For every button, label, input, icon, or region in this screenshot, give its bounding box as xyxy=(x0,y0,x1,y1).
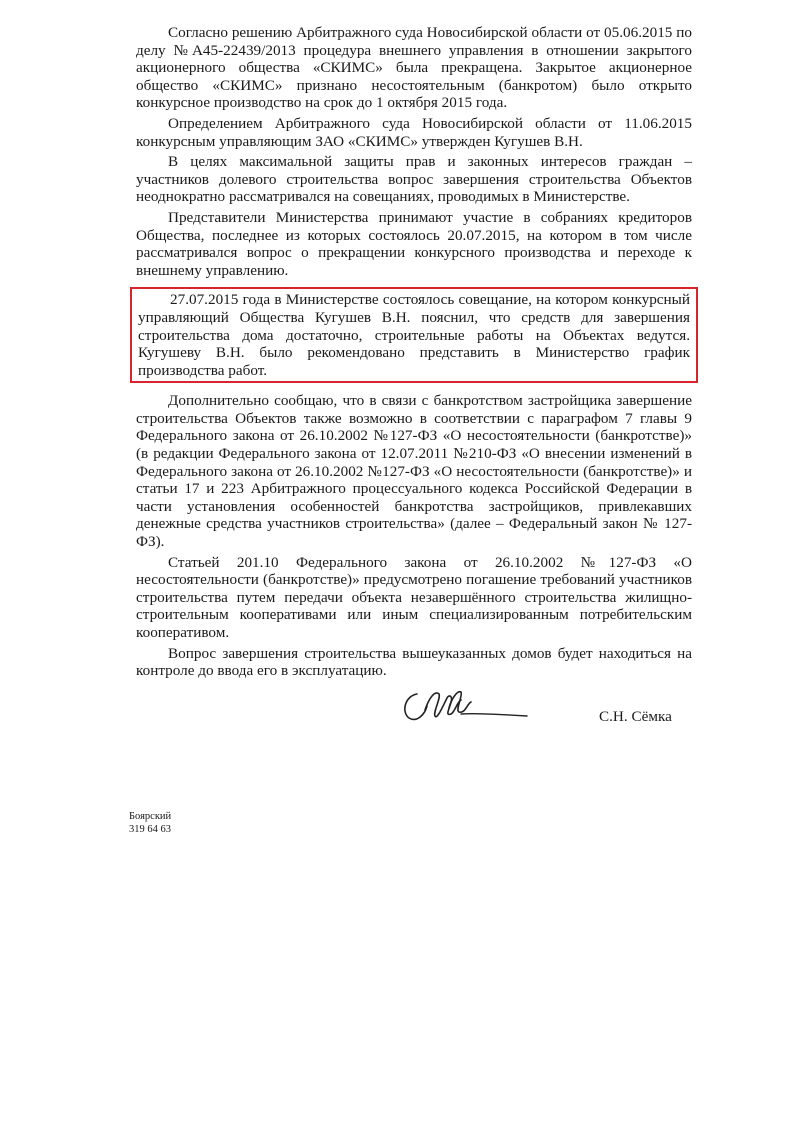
paragraph-protection: В целях максимальной защиты прав и законных интересов граждан – участников долевого строительства вопрос завершения строительства Объектов неоднократно рассматривался на совещаниях, проводимых в Министерстве. xyxy=(136,153,692,206)
document-body xyxy=(136,24,692,683)
paragraph-additional-info: Дополнительно сообщаю, что в связи с банкротством застройщика завершение строительства Объектов также возможно в соответствии с параграфом 7 главы 9 Федерального закона от 26.10.2002 №127-ФЗ «О несостоятельности (банкротстве)» (в редакции Федерального закона от 12.07.2011 №210-ФЗ «О внесении изменений в Федерального закона от 26.10.2002 №127-ФЗ «О несостоятельности (банкротстве)» и статьи 17 и 223 Арбитражного процессуального кодекса Российской Федерации в части установления особенностей банкротства застройщиков, привлекавших денежные средства участников строительства» (далее – Федеральный закон № 127-ФЗ). xyxy=(136,392,692,551)
highlighted-block xyxy=(130,287,698,383)
paragraph-liquidation: Согласно решению Арбитражного суда Новосибирской области от 05.06.2015 по делу №А45-22439/2013 процедура внешнего управления в отношении закрытого акционерного общества «СКИМС» была прекращена. Закрытое акционерное общество «СКИМС» признано несостоятельным (банкротом) было открыто конкурсное производство на срок до 1 октября 2015 года. xyxy=(136,24,692,112)
paragraph-creditors-meeting: Представители Министерства принимают участие в собраниях кредиторов Общества, последнее из которых состоялось 20.07.2015, на котором в том числе рассматривался вопрос о прекращении конкурсного производства и переходе к внешнему управлению. xyxy=(136,208,692,279)
footer-contact xyxy=(129,810,171,836)
paragraph-appointment: Определением Арбитражного суда Новосибирской области от 11.06.2015 конкурсным управляющим ЗАО «СКИМС» утвержден Кугушев В.Н. xyxy=(136,114,692,150)
paragraph-control: Вопрос завершения строительства вышеуказанных домов будет находиться на контроле до ввода его в эксплуатацию. xyxy=(136,644,692,680)
paragraph-article: Статьей 201.10 Федерального закона от 26.10.2002 №127-ФЗ «О несостоятельности (банкротстве)» предусмотрено погашение требований участников строительства путем передачи объекта незавершённого строительства жилищно-строительным кооперативами или иным специализированным потребительским кооперативом. xyxy=(136,553,692,641)
signature-image xyxy=(395,680,535,730)
footer-name: Боярский xyxy=(129,811,172,822)
footer-phone: 319 64 63 xyxy=(129,824,171,835)
paragraph-highlighted-meeting: 27.07.2015 года в Министерстве состоялось совещание, на котором конкурсный управляющий Общества Кугушев В.Н. пояснил, что средств для завершения строительства дома достаточно, строительные работы на Объектах ведутся. Кугушеву В.Н. было рекомендовано представить в Министерство график производства работ. xyxy=(138,291,690,379)
signer-name: С.Н. Сёмка xyxy=(599,708,672,725)
